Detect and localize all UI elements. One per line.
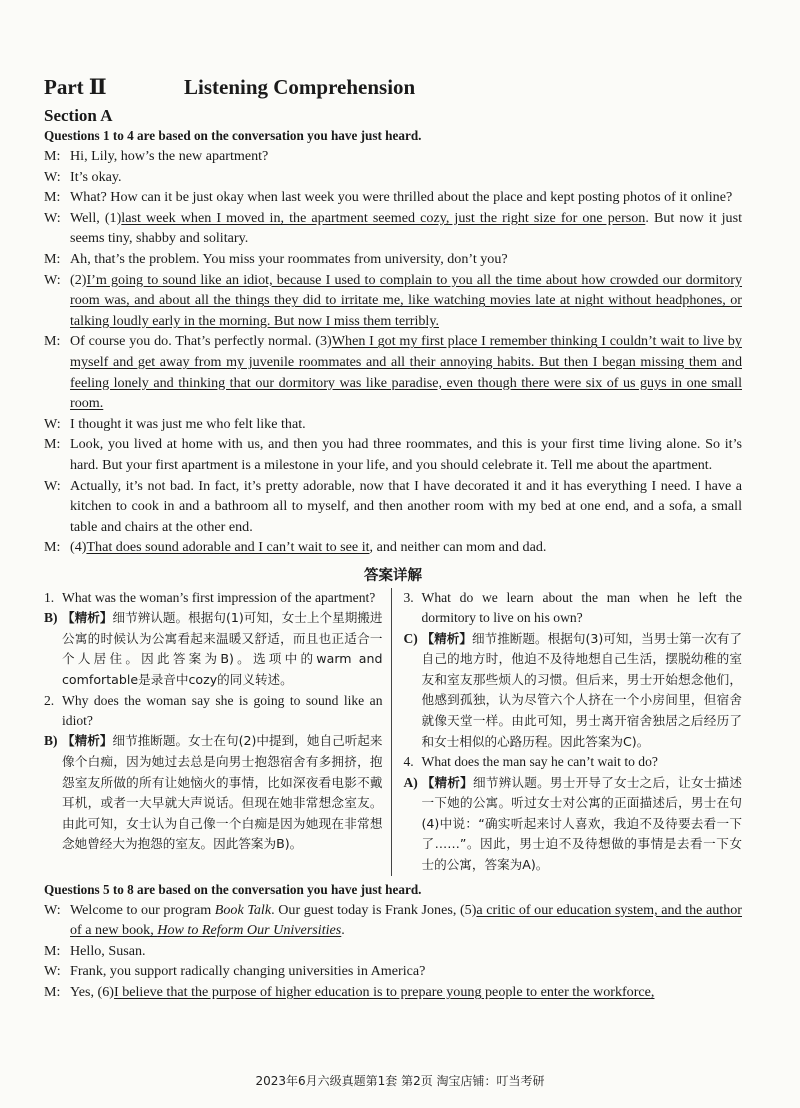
questions-1-4-heading: Questions 1 to 4 are based on the conversation you have just heard.: [44, 128, 422, 143]
underlined-answer-text: I believe that the purpose of higher education is to prepare young people to enter the workforce,: [114, 984, 655, 1000]
dialogue-text: Yes, (6): [70, 984, 114, 1000]
speaker-label: W:: [44, 168, 61, 185]
answer-letter: A): [403, 774, 418, 790]
dialogue-text: Hello, Susan.: [70, 942, 146, 959]
conversation-2: [44, 900, 742, 1003]
dialogue-line: [44, 331, 742, 413]
answers-title: 答案详解: [364, 567, 422, 584]
answer-letter: B): [44, 610, 58, 626]
part-heading: [44, 74, 742, 100]
question-number: 4.: [403, 754, 414, 770]
answers-right-column: [392, 588, 743, 876]
analysis-text: 细节辨认题。根据句(1)可知，女士上个星期搬进公寓的时候认为公寓看起来温暖又舒适，而且也正适合一个人居住。因此答案为B)。选项中的warm and comfortable是录音中cozy的同义转述。: [62, 610, 383, 688]
dialogue-line: [44, 249, 742, 270]
analysis-tag: 【精析】: [62, 733, 113, 749]
answers-columns: [44, 588, 742, 876]
dialogue-text: Look, you lived at home with us, and then you had three roommates, and this is your first time living alone. So it’s hard. But your first apartment is a milestone in your life, and you should celebrate it. Tell me about the apartment.: [70, 436, 742, 473]
question-text: Why does the woman say she is going to sound like an idiot?: [62, 692, 383, 729]
question-number: 1.: [44, 589, 55, 605]
underlined-answer-text: a critic of our education system, and the author of a new book,: [70, 901, 742, 939]
dialogue-line: [44, 208, 742, 249]
question-item: [44, 691, 383, 732]
dialogue-line: [44, 270, 742, 332]
dialogue-line: [44, 476, 742, 538]
dialogue-text: Hi, Lily, how’s the new apartment?: [70, 148, 269, 164]
dialogue-text: Of course you do. That’s perfectly normal. (3): [70, 333, 332, 350]
speaker-label: M:: [44, 189, 61, 206]
dialogue-text: It’s okay.: [70, 168, 122, 185]
page-footer: 2023年6月六级真题第1套 第2页 淘宝店铺：叮当考研: [255, 1074, 545, 1088]
speaker-label: M:: [44, 984, 61, 1000]
dialogue-text: Book Talk: [214, 901, 272, 918]
underlined-answer-text: last week when I moved in, the apartment seemed cozy, just the right size for one person: [121, 209, 646, 226]
answer-explanation: [404, 629, 743, 753]
dialogue-line: [44, 434, 742, 475]
dialogue-text: Ah, that’s the problem. You miss your roommates from university, don’t you?: [70, 250, 508, 267]
answer-explanation: [44, 608, 383, 690]
part-title: Listening Comprehension: [184, 75, 416, 99]
questions-5-8-heading: Questions 5 to 8 are based on the conversation you have just heard.: [44, 881, 422, 897]
document-page: [44, 74, 742, 1003]
speaker-label: M:: [44, 942, 61, 959]
analysis-tag: 【精析】: [421, 774, 474, 790]
dialogue-line: [44, 900, 742, 941]
dialogue-line: [44, 982, 742, 1003]
speaker-label: W:: [44, 901, 61, 918]
speaker-label: W:: [44, 963, 61, 980]
dialogue-text: .: [341, 922, 345, 939]
speaker-label: M:: [44, 539, 61, 556]
dialogue-line: [44, 941, 742, 962]
question-text: What was the woman’s first impression of the apartment?: [62, 589, 376, 605]
conversation-1: [44, 146, 742, 558]
dialogue-line: [44, 167, 742, 188]
dialogue-text: Well, (1): [70, 209, 122, 226]
dialogue-text: . Our guest today is Frank Jones, (5): [271, 901, 477, 918]
answer-explanation: [44, 731, 383, 855]
question-item: [404, 752, 743, 772]
dialogue-text: I thought it was just me who felt like that.: [70, 415, 306, 432]
speaker-label: W:: [44, 271, 61, 288]
dialogue-line: [44, 537, 742, 558]
dialogue-text: (4): [70, 539, 87, 556]
speaker-label: M:: [44, 148, 61, 164]
question-number: 3.: [403, 589, 414, 605]
dialogue-line: [44, 414, 742, 435]
dialogue-text: . But now it just seems tiny, shabby and solitary.: [70, 209, 742, 247]
speaker-label: M:: [44, 250, 61, 267]
speaker-label: M:: [44, 333, 61, 350]
underlined-answer-text: I’m going to sound like an idiot, because I used to complain to you all the time about how crowded our dormitory room was, and about all the things they did to irritate me, like watching movies late at night without headphones, or talking loudly early in the morning. But now I miss them terribly.: [70, 271, 742, 329]
speaker-label: W:: [44, 415, 61, 432]
question-item: [404, 588, 743, 629]
analysis-text: 细节推断题。女士在句(2)中提到，她自己听起来像个白痴，因为她过去总是向男士抱怨宿舍有多拥挤，抱怨室友所做的所有让她恼火的事情，比如深夜看电影不戴耳机，或者一大早就大声说话。但现在她非常想念室友。由此可知，女士认为自己像一个白痴是因为她现在非常想念她曾经大为抱怨的室友。因此答案为B)。: [62, 733, 383, 852]
dialogue-text: (2): [70, 271, 87, 288]
dialogue-line: [44, 187, 742, 208]
part-number: Part Ⅱ: [44, 75, 107, 99]
dialogue-line: [44, 961, 742, 982]
analysis-text: 细节推断题。根据句(3)可知，当男士第一次有了自己的地方时，他迫不及待地想自己生活，摆脱幼稚的室友和室友那些烦人的习惯。但后来，男士开始想念他们，他感到孤独，认为尽管六个人挤在一个小房间里，但宿舍就像天堂一样。由此可知，男士离开宿舍独居之后经历了和女士相似的心路历程。因此答案为C)。: [421, 630, 743, 749]
question-number: 2.: [44, 692, 55, 708]
answer-letter: B): [44, 733, 58, 749]
dialogue-text: What? How can it be just okay when last week you were thrilled about the place and kept posting photos of it online?: [70, 189, 733, 206]
dialogue-text: Frank, you support radically changing universities in America?: [70, 963, 426, 980]
analysis-tag: 【精析】: [62, 610, 113, 626]
underlined-answer-text: How to Reform Our Universities: [157, 922, 342, 939]
answers-left-column: [44, 588, 392, 876]
dialogue-text: Welcome to our program: [70, 901, 215, 918]
analysis-tag: 【精析】: [421, 630, 472, 646]
analysis-text: 细节辨认题。男士开导了女士之后，让女士描述一下她的公寓。听过女士对公寓的正面描述后，男士在句(4)中说：“确实听起来讨人喜欢，我迫不及待要去看一下了……”。因此，男士迫不及待想做的事情是去看一下女士的公寓，答案为A)。: [421, 774, 743, 873]
dialogue-text: Actually, it’s not bad. In fact, it’s pretty adorable, now that I have decorated it and it has everything I need. I have a kitchen to cook in and a bathroom all to myself, and then another room with my bed at one end, and a sofa, a small table and chairs at the other end.: [70, 477, 742, 535]
answer-explanation: [404, 773, 743, 876]
section-title: Section A: [44, 106, 113, 125]
question-item: [44, 588, 383, 608]
dialogue-text: , and neither can mom and dad.: [369, 539, 547, 556]
underlined-answer-text: That does sound adorable and I can’t wait to see it: [86, 539, 370, 556]
speaker-label: M:: [44, 436, 61, 453]
underlined-answer-text: When I got my first place I remember thinking I couldn’t wait to live by myself and get away from my juvenile roommates and all their annoying habits. But then I began missing them and feeling lonely and thinking that our dormitory was like paradise, even though there were six of us guys in one small room.: [70, 333, 742, 412]
question-text: What does the man say he can’t wait to do?: [421, 754, 658, 770]
dialogue-line: [44, 146, 742, 167]
question-text: What do we learn about the man when he left the dormitory to live on his own?: [421, 589, 742, 626]
speaker-label: W:: [44, 209, 61, 226]
speaker-label: W:: [44, 477, 61, 494]
answer-letter: C): [403, 630, 418, 646]
